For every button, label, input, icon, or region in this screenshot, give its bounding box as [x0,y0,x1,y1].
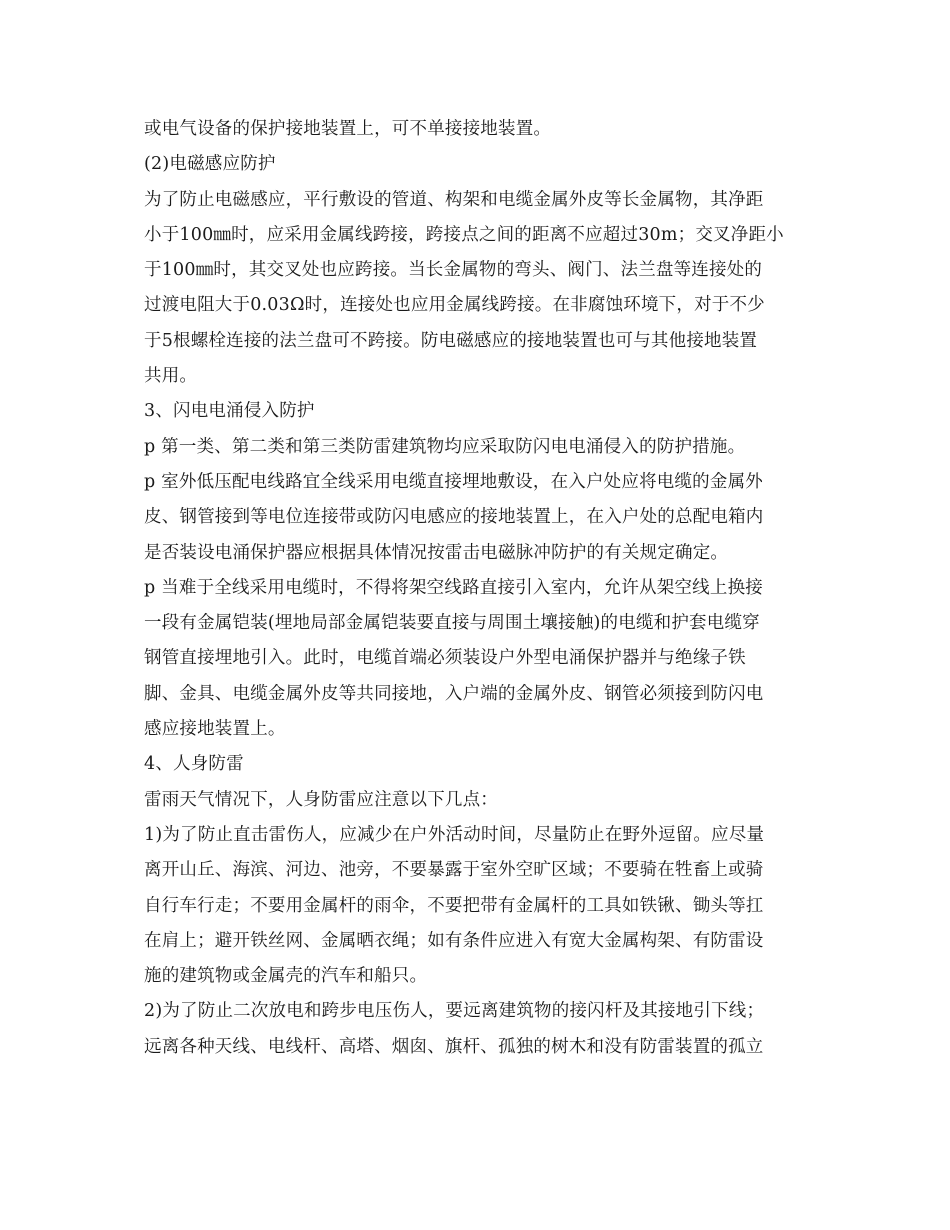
bullet-line: p 第一类、第二类和第三类防雷建筑物均应采取防闪电电涌侵入的防护措施。 [144,436,746,457]
text-line: 过渡电阻大于0.03Ω时，连接处也应用金属线跨接。在非腐蚀环境下，对于不少 [144,295,765,316]
section-heading: 3、闪电电涌侵入防护 [144,401,315,422]
text-line: 为了防止电磁感应，平行敷设的管道、构架和电缆金属外皮等长金属物，其净距 [144,189,764,210]
bullet-line: p 当难于全线采用电缆时，不得将架空线路直接引入室内，允许从架空线上换接 [144,577,763,598]
text-line: 感应接地装置上。 [144,719,286,740]
list-item-line: 1)为了防止直击雷伤人，应减少在户外活动时间，尽量防止在野外逗留。应尽量 [144,824,765,845]
text-line: 施的建筑物或金属壳的汽车和船只。 [144,966,428,987]
list-item-line: 2)为了防止二次放电和跨步电压伤人，要远离建筑物的接闪杆及其接地引下线； [144,1001,765,1022]
section-heading: (2)电磁感应防护 [144,154,276,175]
text-line: 离开山丘、海滨、河边、池旁，不要暴露于室外空旷区域；不要骑在牲畜上或骑 [144,860,764,881]
text-line: 一段有金属铠装(埋地局部金属铠装要直接与周围土壤接触)的电缆和护套电缆穿 [144,613,760,634]
text-line: 或电气设备的保护接地装置上，可不单接接地装置。 [144,119,552,139]
text-line: 于100㎜时，其交叉处也应跨接。当长金属物的弯头、阀门、法兰盘等连接处的 [144,260,763,281]
text-line: 于5根螺栓连接的法兰盘可不跨接。防电磁感应的接地装置也可与其他接地装置 [144,330,758,351]
bullet-line: p 室外低压配电线路宜全线采用电缆直接埋地敷设，在入户处应将电缆的金属外 [144,471,763,492]
text-line: 在肩上；避开铁丝网、金属晒衣绳；如有条件应进入有宽大金属构架、有防雷设 [144,930,764,951]
text-line: 自行车行走；不要用金属杆的雨伞，不要把带有金属杆的工具如铁锹、锄头等扛 [144,895,764,916]
text-line: 脚、金具、电缆金属外皮等共同接地，入户端的金属外皮、钢管必须接到防闪电 [144,683,764,704]
text-line: 是否装设电涌保护器应根据具体情况按雷击电磁脉冲防护的有关规定确定。 [144,542,729,563]
text-line: 雷雨天气情况下，人身防雷应注意以下几点： [144,789,498,810]
text-line: 远离各种天线、电线杆、高塔、烟囱、旗杆、孤独的树木和没有防雷装置的孤立 [144,1036,764,1057]
section-heading: 4、人身防雷 [144,754,244,775]
text-line: 钢管直接埋地引入。此时，电缆首端必须装设户外型电涌保护器并与绝缘子铁 [144,648,746,669]
document-body [144,112,814,1065]
text-line: 共用。 [144,366,198,387]
text-line: 皮、钢管接到等电位连接带或防闪电感应的接地装置上，在入户处的总配电箱内 [144,507,764,528]
text-line: 小于100㎜时，应采用金属线跨接，跨接点之间的距离不应超过30m；交叉净距小 [144,224,784,245]
